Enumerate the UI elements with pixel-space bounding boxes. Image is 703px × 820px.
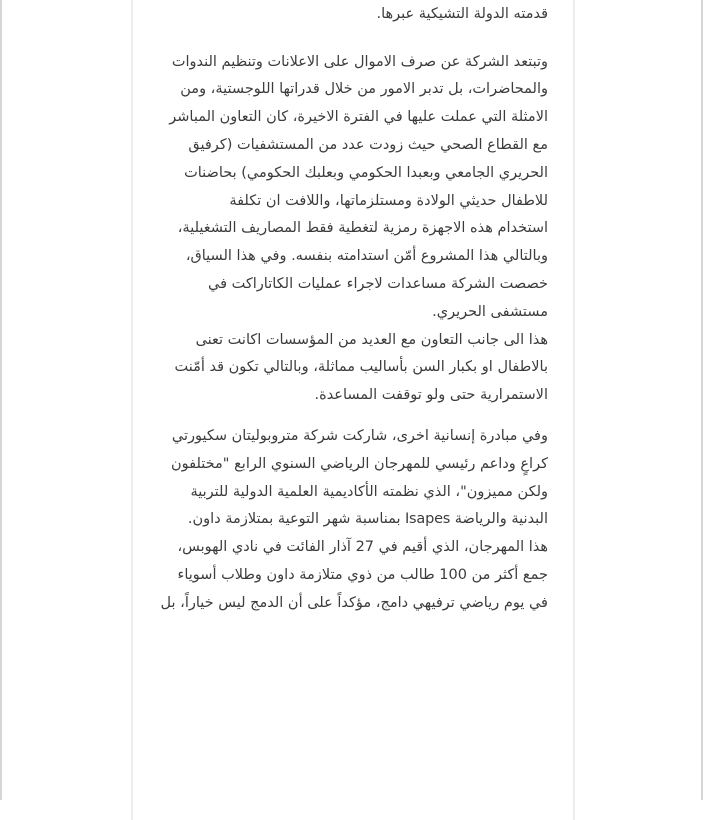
article-paragraph-institutions: هذا الى جانب التعاون مع العديد من المؤسسات اكانت تعنى بالاطفال او بكبار السن بأساليب مماثلة، وبالتالي تكون قد أمّنت الاستمرارية حتى ولو توقفت المساعدة.	[174, 331, 548, 404]
article-paragraph-logistics: وتبتعد الشركة عن صرف الاموال على الاعلانات وتنظيم الندوات والمحاضرات، بل تدبر الامور من خلال قدراتها اللوجستية، ومن الامثلة التي عملت عليها في الفترة الاخيرة، كان التعاون المباشر مع القطاع الصحي حيث زودت عدد من المستشفيات (كرفيق الحريري الجامعي وبعبدا الحكومي وبعلبك الحكومي) بحاضنات للاطفال حديثي الولادة ومستلزماتها، واللافت ان تكلفة استخدام هذه الاجهزة رمزية لتغطية فقط المصاريف التشغيلية، وبالتالي هذا المشروع أمّن استدامته بنفسه. وفي هذا السياق، خصصت الشركة مساعدات لاجراء عمليات الكاتاراكت في مستشفى الحريري.	[169, 53, 548, 320]
article-column	[131, 0, 575, 820]
article-body	[156, 0, 548, 631]
article-paragraph-sports-festival: وفي مبادرة إنسانية اخرى، شاركت شركة متروبوليتان سكيورتي كراعٍ وداعم رئيسي للمهرجان الرياضي السنوي الرابع "مختلفون ولكن مميزون"، الذي نظمته الأكاديمية العلمية الدولية للتربية البدنية والرياضة Isapes بمناسبة شهر التوعية بمتلازمة داون. هذا المهرجان، الذي أقيم في 27 آذار الفائت في نادي الهوبس، جمع أكثر من 100 طالب من ذوي متلازمة داون وطلاب أسوياء في يوم رياضي ترفيهي دامج، مؤكداً على أن الدمج ليس خياراً، بل	[160, 427, 548, 611]
article-paragraph-intro-tail: قدمته الدولة التشيكية عبرها.	[376, 5, 548, 22]
